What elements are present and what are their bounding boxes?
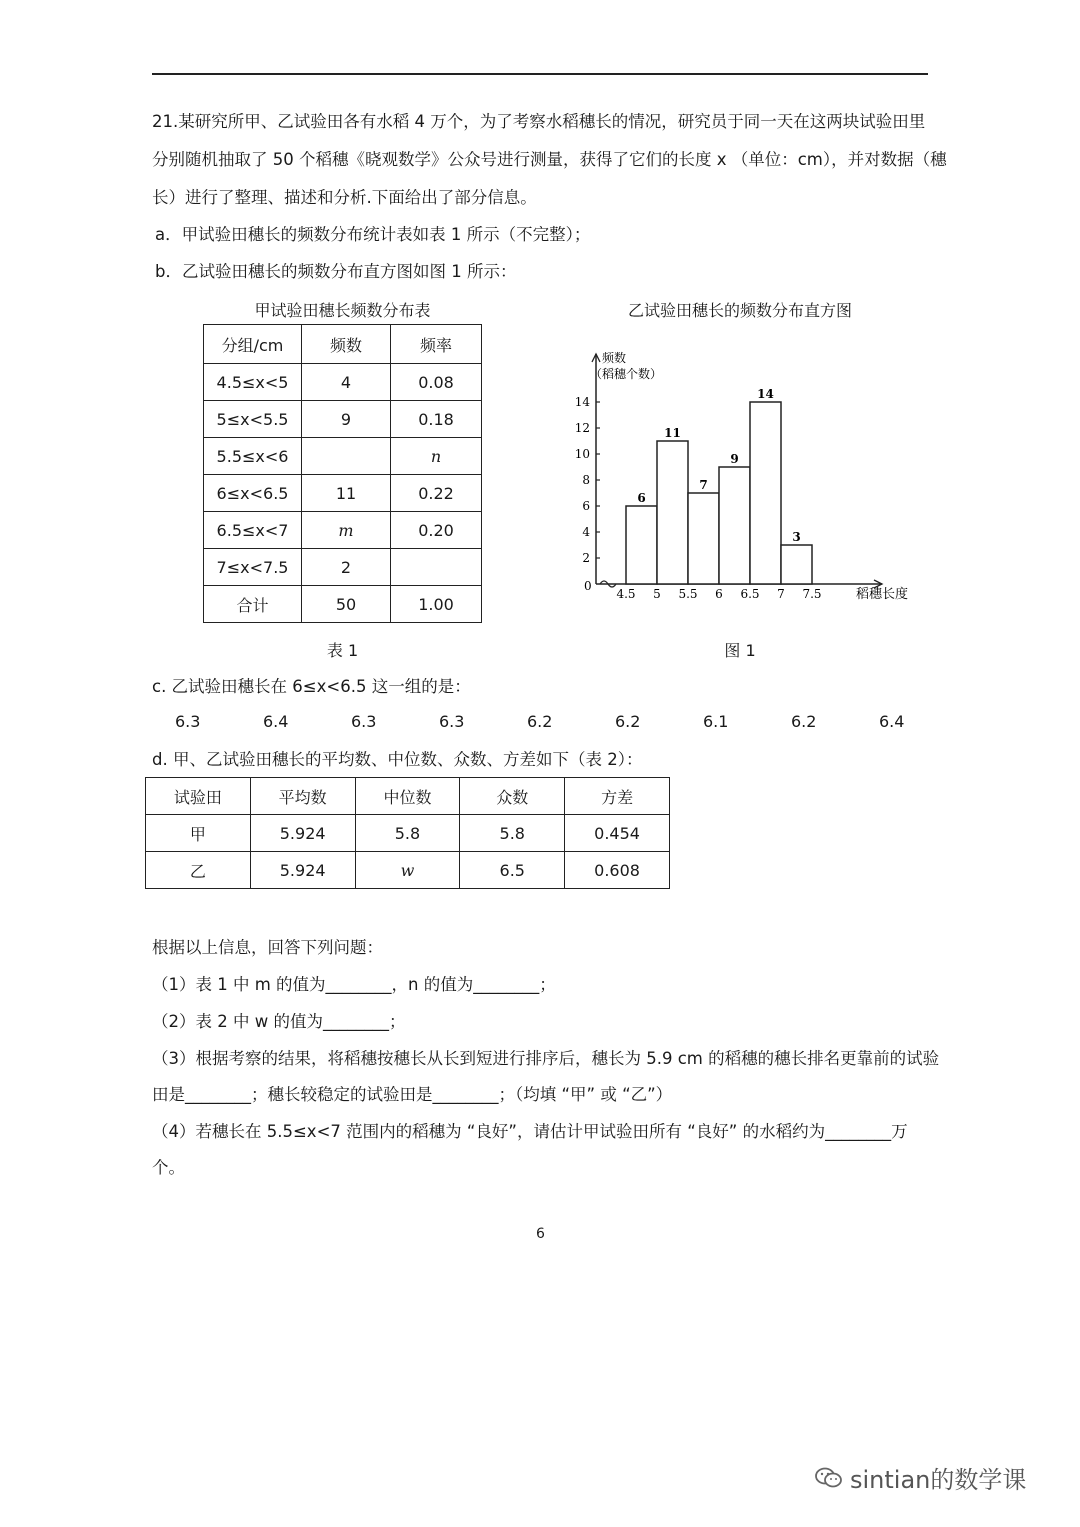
chart-title: 乙试验田穗长的频数分布直方图: [627, 301, 852, 320]
question-4-line-2: 个。: [152, 1158, 185, 1177]
bar-value-label: 14: [757, 387, 774, 401]
histogram-chart: [560, 340, 920, 610]
table1-row: [204, 549, 482, 586]
item-c-value: 6.2: [791, 712, 817, 731]
y-axis-label: 频数: [602, 351, 627, 365]
questions-intro: 根据以上信息，回答下列问题：: [152, 938, 383, 957]
x-tick-label: 7.5: [802, 587, 822, 601]
table1-row: [204, 364, 482, 401]
table1-cell: 4.5≤x<5: [204, 364, 302, 401]
table2-cell: 5.924: [250, 815, 355, 852]
x-tick-label: 7: [777, 587, 785, 601]
x-tick-label: 5.5: [678, 587, 698, 601]
item-c-value: 6.1: [703, 712, 729, 731]
table2-cell: 中位数: [355, 778, 460, 815]
item-d: d. 甲、乙试验田穗长的平均数、中位数、众数、方差如下（表 2）：: [152, 750, 643, 769]
table1-cell: [391, 549, 482, 586]
item-c-value: 6.3: [439, 712, 465, 731]
table2-cell: 试验田: [146, 778, 251, 815]
x-tick-label: 4.5: [616, 587, 636, 601]
table2-cell: 5.8: [355, 815, 460, 852]
table1-row: [204, 475, 482, 512]
table1-title: 甲试验田穗长频数分布表: [254, 301, 431, 320]
table1-cell: 0.20: [391, 512, 482, 549]
table1-cell: 4: [302, 364, 391, 401]
x-tick-label: 5: [653, 587, 661, 601]
chart-caption: 图 1: [724, 641, 756, 660]
histogram-bar: [781, 545, 812, 584]
bar-value-label: 3: [792, 530, 801, 544]
table1-cell: 合计: [204, 586, 302, 623]
table1-cell: [302, 438, 391, 475]
bar-value-label: 9: [730, 452, 739, 466]
table2: [145, 777, 670, 889]
table2-row: [146, 815, 670, 852]
table1-cell: 5.5≤x<6: [204, 438, 302, 475]
histogram-bar: [688, 493, 719, 584]
question-4-line-1: （4）若穗长在 5.5≤x<7 范围内的稻穗为 “良好”，请估计甲试验田所有 “良好” 的水稻约为________万: [152, 1122, 908, 1141]
y-axis-label-sub: （稻穗个数）: [590, 367, 663, 381]
y-tick-label: 2: [582, 551, 590, 565]
watermark-text: sintian的数学课: [850, 1466, 1027, 1494]
item-b: b．乙试验田穗长的频数分布直方图如图 1 所示：: [155, 262, 517, 281]
table2-cell: 0.454: [565, 815, 670, 852]
question-line-1: 21.某研究所甲、乙试验田各有水稻 4 万个，为了考察水稻穗长的情况，研究员于同一天在这两块试验田里: [152, 112, 926, 131]
table1-cell: 分组/cm: [204, 325, 302, 364]
x-tick-label: 6: [715, 587, 723, 601]
table2-cell: 方差: [565, 778, 670, 815]
wechat-icon: [814, 1466, 844, 1490]
item-c: c. 乙试验田穗长在 6≤x<6.5 这一组的是：: [152, 677, 471, 696]
table1-header-row: [204, 325, 482, 364]
table1-row: [204, 438, 482, 475]
y-tick-label: 8: [582, 473, 590, 487]
question-2: （2）表 2 中 w 的值为________；: [152, 1012, 406, 1031]
table1-cell: m: [302, 512, 391, 549]
table1-cell: 6.5≤x<7: [204, 512, 302, 549]
histogram-bar: [719, 467, 750, 584]
question-3-line-2: 田是________；穗长较稳定的试验田是________；（均填 “甲” 或 “乙”）: [152, 1085, 673, 1104]
bar-value-label: 6: [637, 491, 646, 505]
table2-row: [146, 852, 670, 889]
table1-cell: 频数: [302, 325, 391, 364]
item-c-value: 6.3: [175, 712, 201, 731]
table1-cell: 6≤x<6.5: [204, 475, 302, 512]
bar-value-label: 7: [699, 478, 708, 492]
question-1: （1）表 1 中 m 的值为________，n 的值为________；: [152, 975, 556, 994]
table2-cell: 乙: [146, 852, 251, 889]
table1-row: [204, 512, 482, 549]
table2-cell: 6.5: [460, 852, 565, 889]
table2-cell: 5.8: [460, 815, 565, 852]
table1-cell: 11: [302, 475, 391, 512]
y-tick-label: 14: [574, 395, 590, 409]
histogram-bar: [657, 441, 688, 584]
table2-cell: 甲: [146, 815, 251, 852]
table1-caption: 表 1: [326, 641, 359, 660]
y-tick-label: 12: [574, 421, 590, 435]
page-number: 6: [536, 1226, 545, 1242]
table2-cell: 众数: [460, 778, 565, 815]
table1-cell: 0.08: [391, 364, 482, 401]
bar-value-label: 11: [664, 426, 681, 440]
item-c-value: 6.2: [615, 712, 641, 731]
table2-cell: 5.924: [250, 852, 355, 889]
table2-header-row: [146, 778, 670, 815]
table1: [203, 324, 482, 623]
table1-cell: 2: [302, 549, 391, 586]
question-line-3: 长）进行了整理、描述和分析.下面给出了部分信息。: [152, 188, 537, 207]
table1-row: [204, 401, 482, 438]
table1-cell: 50: [302, 586, 391, 623]
y-tick-label: 4: [582, 525, 590, 539]
table2-cell: 0.608: [565, 852, 670, 889]
table1-cell: 0.22: [391, 475, 482, 512]
table1-cell: 7≤x<7.5: [204, 549, 302, 586]
table1-cell: n: [391, 438, 482, 475]
item-a: a．甲试验田穗长的频数分布统计表如表 1 所示（不完整）；: [155, 225, 591, 244]
question-line-2: 分别随机抽取了 50 个稻穗《晓观数学》公众号进行测量，获得了它们的长度 x （单位：cm），并对数据（穗: [152, 150, 947, 169]
x-axis-label: 稻穗长度: [856, 587, 909, 602]
table1-row: [204, 586, 482, 623]
question-3-line-1: （3）根据考察的结果，将稻穗按穗长从长到短进行排序后，穗长为 5.9 cm 的稻穗的穗长排名更靠前的试验: [152, 1049, 940, 1068]
table1-cell: 0.18: [391, 401, 482, 438]
header-rule: [152, 73, 928, 75]
item-c-value: 6.3: [351, 712, 377, 731]
item-c-value: 6.4: [263, 712, 289, 731]
table1-cell: 1.00: [391, 586, 482, 623]
table2-cell: 平均数: [250, 778, 355, 815]
x-tick-label: 6.5: [740, 587, 760, 601]
table2-cell: w: [355, 852, 460, 889]
histogram-bar: [750, 402, 781, 584]
origin-label: 0: [584, 579, 592, 593]
table1-cell: 5≤x<5.5: [204, 401, 302, 438]
table1-cell: 频率: [391, 325, 482, 364]
y-tick-label: 10: [574, 447, 590, 461]
table1-cell: 9: [302, 401, 391, 438]
watermark: [814, 1460, 1026, 1495]
item-c-value: 6.2: [527, 712, 553, 731]
item-c-value: 6.4: [879, 712, 905, 731]
histogram-bar: [626, 506, 657, 584]
y-tick-label: 6: [582, 499, 590, 513]
